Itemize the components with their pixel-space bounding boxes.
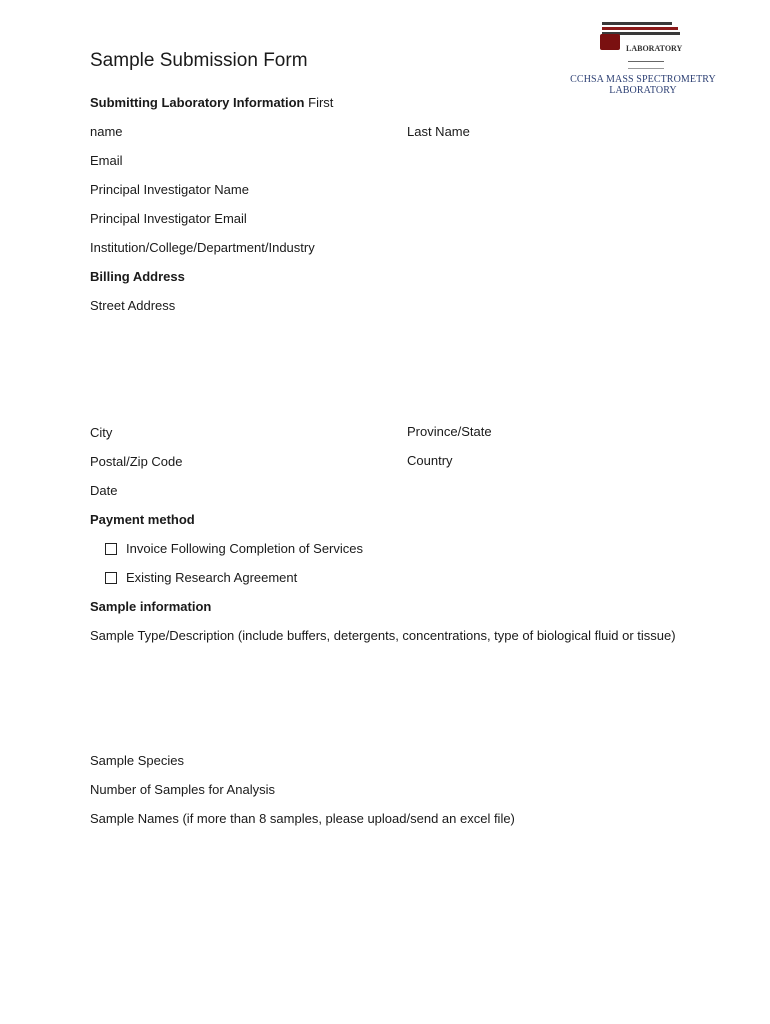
invoice-option-label: Invoice Following Completion of Services: [126, 541, 363, 556]
logo-divider: [628, 61, 664, 69]
research-agreement-option-label: Existing Research Agreement: [126, 570, 298, 585]
payment-section-heading: Payment method: [90, 512, 195, 527]
sample-names-label: Sample Names (if more than 8 samples, please upload/send an excel file): [90, 811, 515, 826]
logo-mark-icon: [600, 34, 620, 50]
logo-caption-line2: LABORATORY: [609, 85, 677, 96]
email-label: Email: [90, 153, 123, 168]
sample-species-label: Sample Species: [90, 753, 184, 768]
first-name-label-part2: name: [90, 124, 123, 139]
pi-name-label: Principal Investigator Name: [90, 182, 249, 197]
institution-label: Institution/College/Department/Industry: [90, 240, 315, 255]
sample-type-label: Sample Type/Description (include buffers, detergents, concentrations, type of biological fluid or tissue): [90, 628, 676, 643]
research-agreement-checkbox[interactable]: [105, 572, 117, 584]
logo-caption-line1: CCHSA MASS SPECTROMETRY: [570, 74, 716, 85]
date-label: Date: [90, 483, 118, 498]
submitting-section-heading: Submitting Laboratory Information: [90, 95, 305, 110]
street-address-label: Street Address: [90, 298, 176, 313]
invoice-checkbox[interactable]: [105, 543, 117, 555]
last-name-label: Last Name: [407, 124, 470, 139]
lab-logo: [568, 20, 718, 98]
postal-code-label: Postal/Zip Code: [90, 454, 183, 469]
logo-word: LABORATORY: [626, 44, 683, 53]
first-name-label-part1: First: [308, 95, 334, 110]
billing-section-heading: Billing Address: [90, 269, 185, 284]
country-label: Country: [407, 453, 453, 468]
page-title: Sample Submission Form: [90, 50, 308, 71]
sample-section-heading: Sample information: [90, 599, 212, 614]
submitting-section-line: [90, 95, 333, 111]
pi-email-label: Principal Investigator Email: [90, 211, 247, 226]
sample-count-label: Number of Samples for Analysis: [90, 782, 275, 797]
province-label: Province/State: [407, 424, 492, 439]
city-label: City: [90, 425, 113, 440]
